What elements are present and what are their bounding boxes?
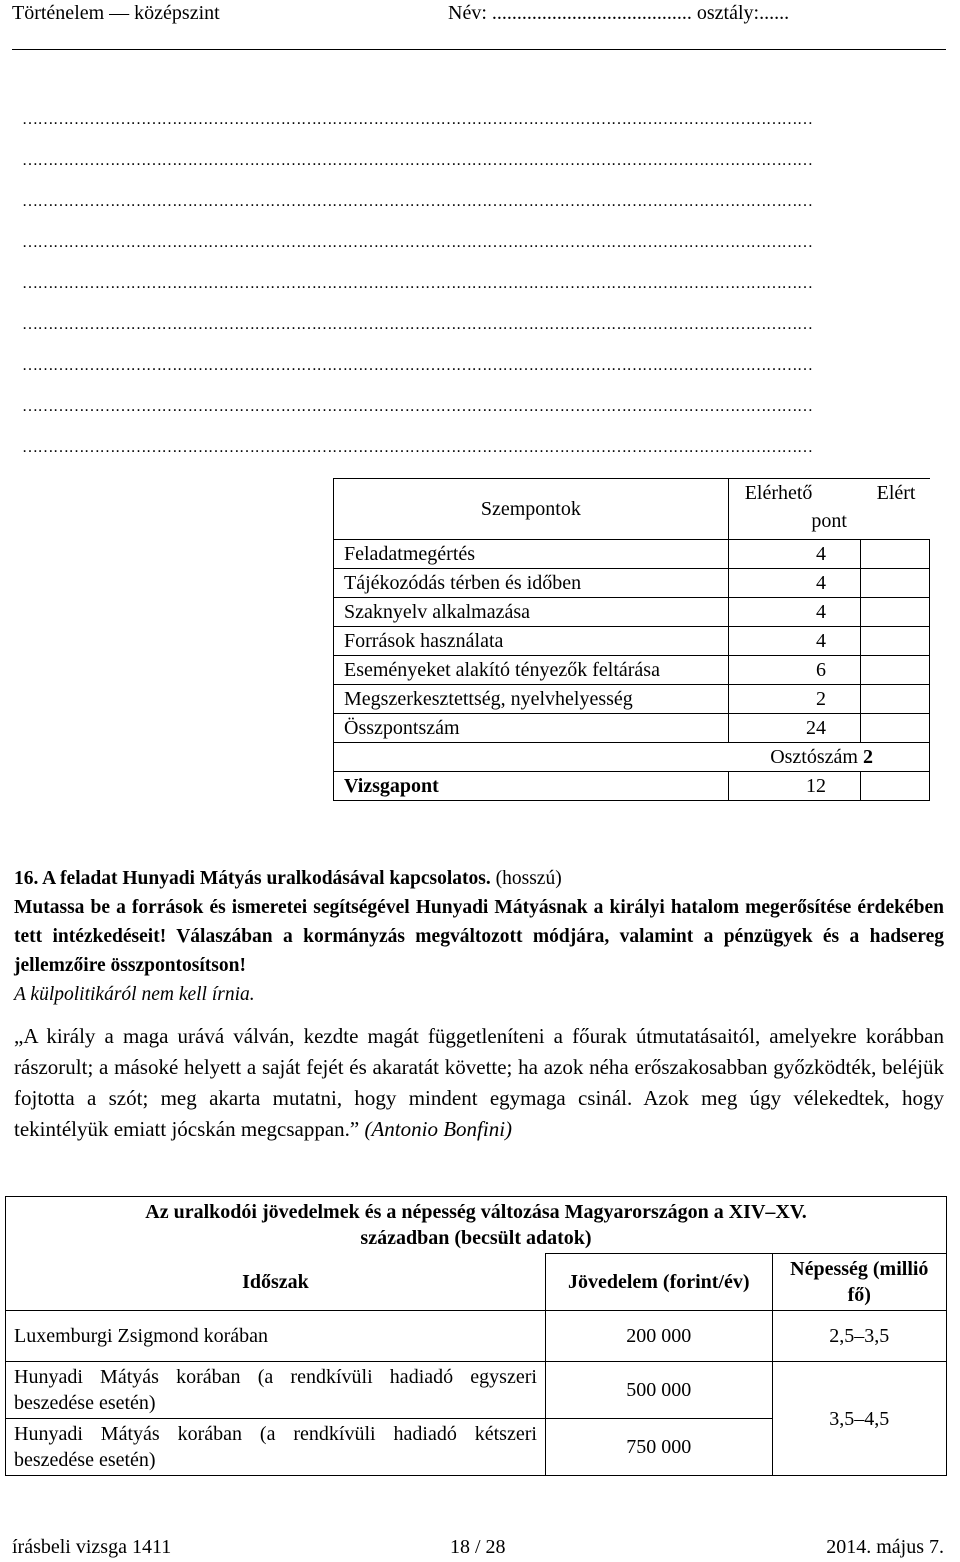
- period-cell: Hunyadi Mátyás korában (a rendkívüli hadiadó egyszeri beszedése esetén): [6, 1362, 546, 1419]
- task-block: [14, 864, 944, 1009]
- total-label: Összpontszám: [334, 714, 729, 743]
- income-population-table: [5, 1196, 947, 1476]
- task-title: 16. A feladat Hunyadi Mátyás uralkodásával kapcsolatos.: [14, 868, 491, 889]
- criterion-label: Források használata: [334, 627, 729, 656]
- criterion-points: 4: [728, 569, 860, 598]
- table-row: [6, 1362, 947, 1419]
- task-note: A külpolitikáról nem kell írnia.: [14, 984, 255, 1005]
- divisor-label: Osztószám: [770, 746, 858, 768]
- achieved-cell[interactable]: [860, 598, 929, 627]
- exam-achieved-cell[interactable]: [860, 772, 929, 801]
- total-points: 24: [728, 714, 860, 743]
- header-subject: Történelem — középszint: [12, 2, 220, 24]
- col-criteria: Szempontok: [334, 479, 729, 540]
- achieved-cell[interactable]: [860, 627, 929, 656]
- col-achieved: Elért: [876, 482, 916, 504]
- criterion-points: 2: [728, 685, 860, 714]
- task-type: (hosszú): [495, 868, 562, 889]
- criterion-label: Szaknyelv alkalmazása: [334, 598, 729, 627]
- grading-row: [334, 598, 930, 627]
- grading-row-exam: [334, 772, 930, 801]
- achieved-cell[interactable]: [860, 569, 929, 598]
- col-population: Népesség (millió fő): [772, 1254, 946, 1311]
- period-cell: Hunyadi Mátyás korában (a rendkívüli hadiadó kétszeri beszedése esetén): [6, 1419, 546, 1476]
- quote-text: „A király a maga urává válván, kezdte magát függetleníteni a főurak útmutatásaitól, amelyekre korábban rászorult; a másoké helyett a saját fejét és akaratát követte; ha azok néha erőszakosabban győzködték, beléjük fojtotta a szót; meg akarta mutatni, hogy mindent egymaga csinál. Azok meg úgy vélekedtek, hogy tekintélyük emiatt jócskán megcsappan.”: [14, 1024, 944, 1141]
- footer-page: 18 / 28: [450, 1536, 506, 1558]
- criterion-label: Megszerkesztettség, nyelvhelyesség: [334, 685, 729, 714]
- divisor-value: 2: [862, 746, 873, 768]
- table-row: [6, 1311, 947, 1362]
- answer-line[interactable]: ………………………………………………………………………………………………………………………………………: [22, 439, 813, 456]
- exam-points: 12: [728, 772, 860, 801]
- grading-row: [334, 627, 930, 656]
- achieved-total-cell[interactable]: [860, 714, 929, 743]
- period-cell: Luxemburgi Zsigmond korában: [6, 1311, 546, 1362]
- criterion-points: 4: [728, 627, 860, 656]
- income-cell: 750 000: [545, 1419, 772, 1476]
- population-cell: 3,5–4,5: [772, 1362, 946, 1476]
- header-divider: [12, 49, 946, 50]
- answer-line[interactable]: ………………………………………………………………………………………………………………………………………: [22, 152, 813, 169]
- criterion-label: Tájékozódás térben és időben: [334, 569, 729, 598]
- grading-row: [334, 685, 930, 714]
- achieved-cell[interactable]: [860, 656, 929, 685]
- col-income: Jövedelem (forint/év): [545, 1254, 772, 1311]
- footer-date: 2014. május 7.: [826, 1536, 944, 1558]
- table-title: Az uralkodói jövedelmek és a népesség változása Magyarországon a XIV–XV. században (becsült adatok): [6, 1197, 947, 1254]
- achieved-cell[interactable]: [860, 540, 929, 569]
- source-quote: [14, 1021, 944, 1145]
- answer-line[interactable]: ………………………………………………………………………………………………………………………………………: [22, 275, 813, 292]
- grading-row: [334, 540, 930, 569]
- criterion-label: Feladatmegértés: [334, 540, 729, 569]
- criterion-points: 6: [728, 656, 860, 685]
- income-cell: 500 000: [545, 1362, 772, 1419]
- exam-label: Vizsgapont: [334, 772, 729, 801]
- grading-row-total: [334, 714, 930, 743]
- grading-row-divisor: [334, 743, 930, 772]
- grading-row: [334, 569, 930, 598]
- answer-line[interactable]: ………………………………………………………………………………………………………………………………………: [22, 193, 813, 210]
- answer-line[interactable]: ………………………………………………………………………………………………………………………………………: [22, 357, 813, 374]
- criterion-points: 4: [728, 540, 860, 569]
- quote-author: (Antonio Bonfini): [364, 1117, 513, 1141]
- answer-line[interactable]: ………………………………………………………………………………………………………………………………………: [22, 316, 813, 333]
- footer-exam: írásbeli vizsga 1411: [12, 1536, 172, 1558]
- achieved-cell[interactable]: [860, 685, 929, 714]
- criterion-points: 4: [728, 598, 860, 627]
- col-period: Időszak: [6, 1254, 546, 1311]
- grading-row: [334, 656, 930, 685]
- population-cell: 2,5–3,5: [772, 1311, 946, 1362]
- income-cell: 200 000: [545, 1311, 772, 1362]
- answer-line[interactable]: ………………………………………………………………………………………………………………………………………: [22, 398, 813, 415]
- col-points: pont: [811, 510, 847, 532]
- answer-line[interactable]: ………………………………………………………………………………………………………………………………………: [22, 234, 813, 251]
- col-available: Elérhető: [744, 482, 813, 504]
- criterion-label: Eseményeket alakító tényezők feltárása: [334, 656, 729, 685]
- grading-table: [333, 478, 930, 801]
- task-instruction: Mutassa be a források és ismeretei segítségével Hunyadi Mátyásnak a királyi hatalom megerősítése érdekében tett intézkedéseit! Válaszában a kormányzás megváltozott módjára, valamint a pénzügyek és a hadsereg jellemzőire összpontosítson!: [14, 897, 944, 976]
- header-name-class: Név: ........................................ osztály:......: [448, 2, 790, 24]
- answer-line[interactable]: ………………………………………………………………………………………………………………………………………: [22, 111, 813, 128]
